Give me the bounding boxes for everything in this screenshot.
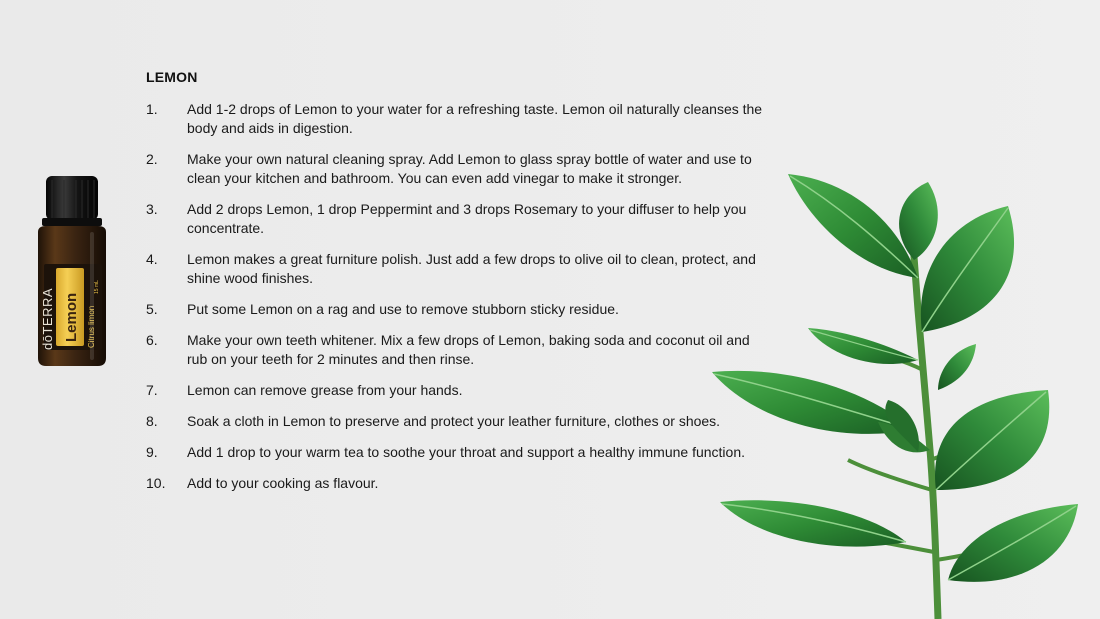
list-item: [146, 443, 766, 462]
list-item: [146, 200, 766, 238]
list-item: [146, 250, 766, 288]
essential-oil-bottle-image: [30, 172, 114, 368]
item-text: Add 1 drop to your warm tea to soothe your throat and support a healthy immune function.: [187, 444, 745, 460]
item-number: 7.: [146, 382, 158, 398]
item-text: Add 2 drops Lemon, 1 drop Peppermint and 3 drops Rosemary to your diffuser to help you concentrate.: [187, 201, 747, 236]
item-number: 2.: [146, 151, 158, 167]
leaf: [938, 344, 976, 390]
list-item: [146, 474, 766, 493]
item-text: Add to your cooking as flavour.: [187, 475, 379, 491]
item-text: Put some Lemon on a rag and use to remove stubborn sticky residue.: [187, 301, 619, 317]
tips-list: [146, 100, 766, 505]
item-number: 4.: [146, 251, 158, 267]
list-item: [146, 381, 766, 400]
item-number: 8.: [146, 413, 158, 429]
list-item: [146, 150, 766, 188]
item-number: 9.: [146, 444, 158, 460]
rubber-plant-image: [708, 160, 1100, 619]
list-item: [146, 300, 766, 319]
item-number: 10.: [146, 475, 166, 491]
list-item: [146, 412, 766, 431]
item-number: 6.: [146, 332, 158, 348]
item-text: Make your own natural cleaning spray. Add Lemon to glass spray bottle of water and use to clean your kitchen and bathroom. You can even add vinegar to make it stronger.: [187, 151, 752, 186]
leaf: [899, 182, 938, 260]
brand-text: dōTERRA: [40, 287, 55, 350]
bottle-neck: [42, 218, 102, 226]
volume-text: 15 mL: [94, 280, 100, 294]
item-text: Make your own teeth whitener. Mix a few drops of Lemon, baking soda and coconut oil and rub on your teeth for 2 minutes and then rinse.: [187, 332, 750, 367]
item-number: 3.: [146, 201, 158, 217]
slide-title: LEMON: [146, 69, 198, 85]
list-item: [146, 331, 766, 369]
leaf: [788, 174, 918, 278]
bottle-cap: [46, 176, 98, 220]
item-text: Soak a cloth in Lemon to preserve and protect your leather furniture, clothes or shoes.: [187, 413, 721, 429]
item-number: 1.: [146, 101, 158, 117]
item-text: Lemon makes a great furniture polish. Just add a few drops to olive oil to clean, protect, and shine wood finishes.: [187, 251, 756, 286]
product-name: Lemon: [63, 292, 80, 342]
item-text: Lemon can remove grease from your hands.: [187, 382, 463, 398]
list-item: [146, 100, 766, 138]
leaf: [808, 328, 918, 364]
item-text: Add 1-2 drops of Lemon to your water for a refreshing taste. Lemon oil naturally cleanses the body and aids in digestion.: [187, 101, 763, 136]
item-number: 5.: [146, 301, 158, 317]
latin-name: Citrus limon: [87, 305, 96, 348]
